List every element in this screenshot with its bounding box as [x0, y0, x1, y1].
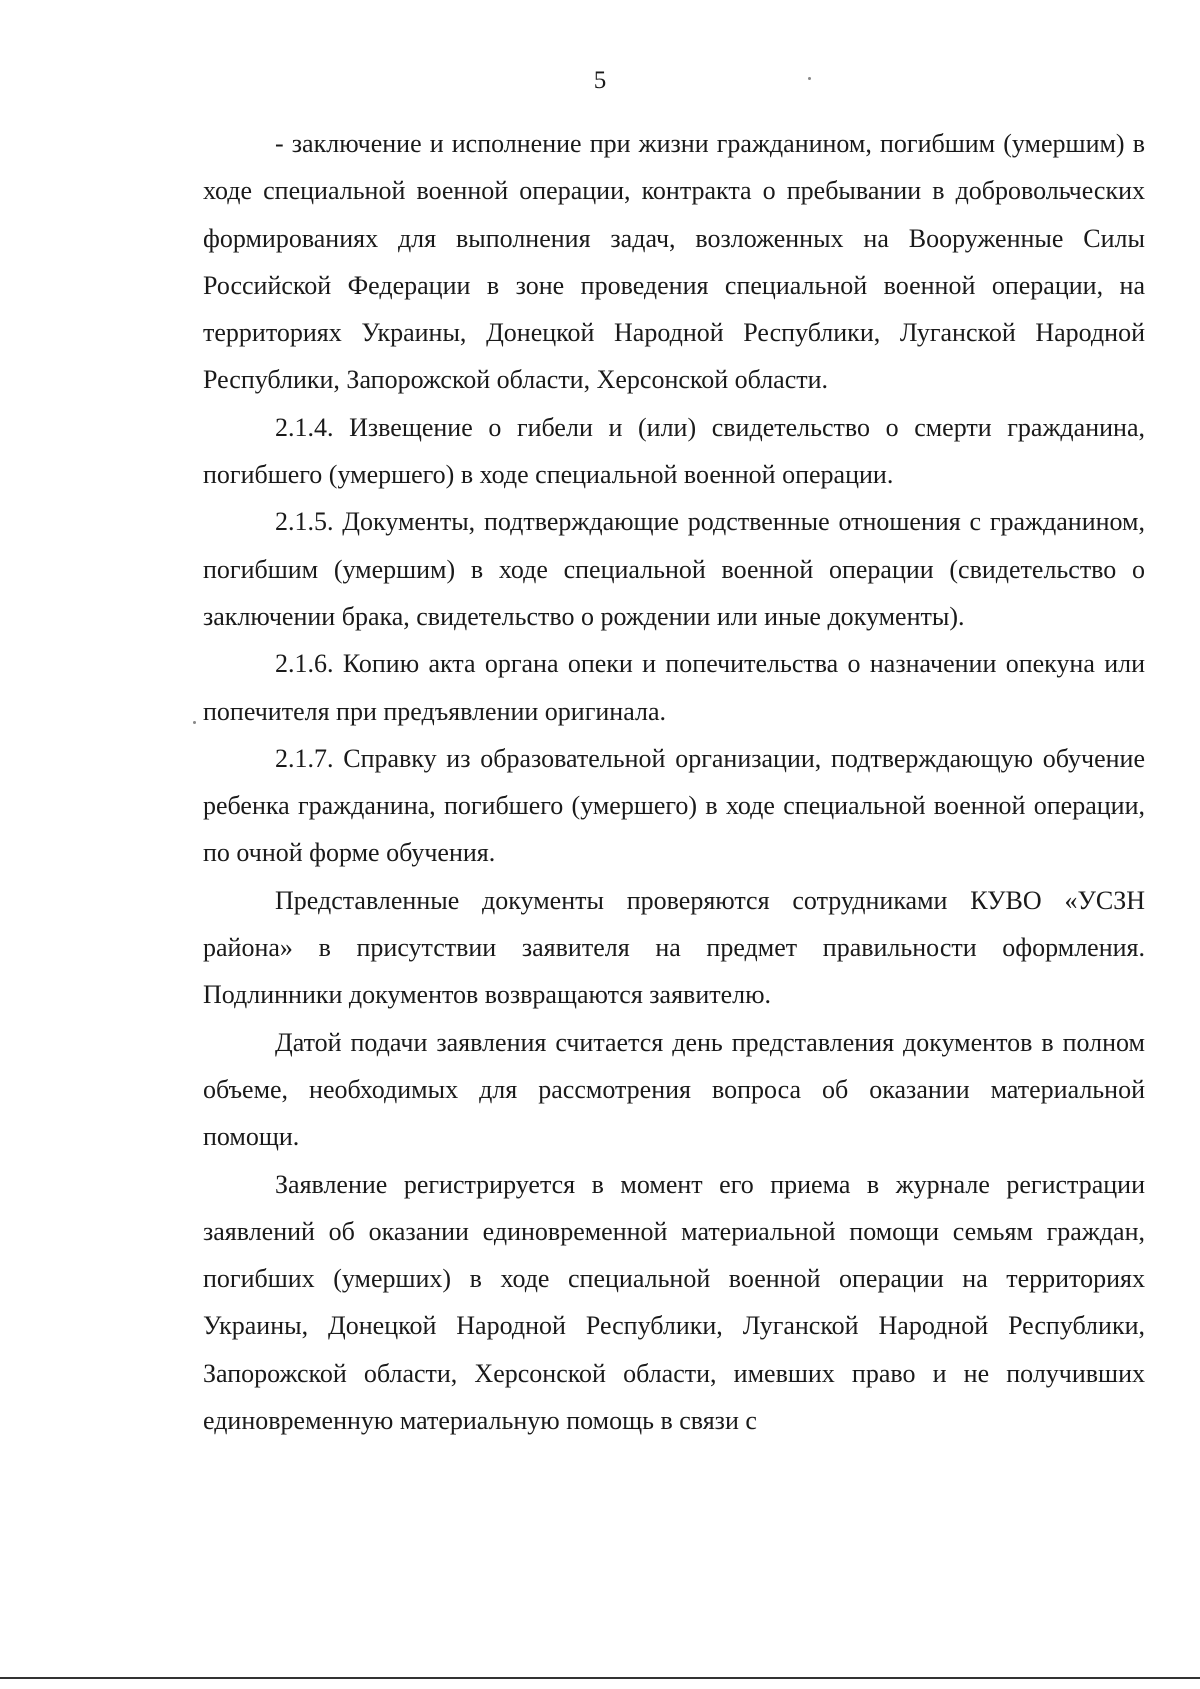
document-body	[203, 120, 1145, 1444]
scan-artifact-dot	[193, 721, 196, 724]
paragraph-contract-condition: - заключение и исполнение при жизни гражданином, погибшим (умершим) в ходе специальной военной операции, контракта о пребывании в добровольческих формированиях для выполнения задач, возложенных на Вооруженные Силы Российской Федерации в зоне проведения специальной военной операции, на территориях Украины, Донецкой Народной Республики, Луганской Народной Республики, Запорожской области, Херсонской области.	[203, 129, 1145, 395]
paragraph-submission-date: Датой подачи заявления считается день представления документов в полном объеме, необходимых для рассмотрения вопроса об оказании материальной помощи.	[203, 1027, 1145, 1152]
paragraph-2-1-5: 2.1.5. Документы, подтверждающие родственные отношения с гражданином, погибшим (умершим) в ходе специальной военной операции (свидетельство о заключении брака, свидетельство о рождении или иные документы).	[203, 507, 1145, 631]
page-bottom-edge	[0, 1677, 1200, 1679]
paragraph-registration: Заявление регистрируется в момент его приема в журнале регистрации заявлений об оказании единовременной материальной помощи семьям граждан, погибших (умерших) в ходе специальной военной операции на территориях Украины, Донецкой Народной Республики, Луганской Народной Республики, Запорожской области, Херсонской области, имевших право и не получивших единовременную материальную помощь в связи с	[203, 1169, 1145, 1436]
paragraph-documents-check: Представленные документы проверяются сотрудниками КУВО «УСЗН района» в присутствии заявителя на предмет правильности оформления. Подлинники документов возвращаются заявителю.	[203, 885, 1145, 1010]
scan-artifact-dot	[808, 77, 811, 80]
paragraph-2-1-6: 2.1.6. Копию акта органа опеки и попечительства о назначении опекуна или попечителя при предъявлении оригинала.	[203, 649, 1145, 726]
paragraph-2-1-4: 2.1.4. Извещение о гибели и (или) свидетельство о смерти гражданина, погибшего (умершего) в ходе специальной военной операции.	[203, 412, 1145, 490]
paragraph-2-1-7: 2.1.7. Справку из образовательной организации, подтверждающую обучение ребенка гражданина, погибшего (умершего) в ходе специальной военной операции, по очной форме обучения.	[203, 743, 1145, 868]
page-number: 5	[593, 67, 607, 94]
